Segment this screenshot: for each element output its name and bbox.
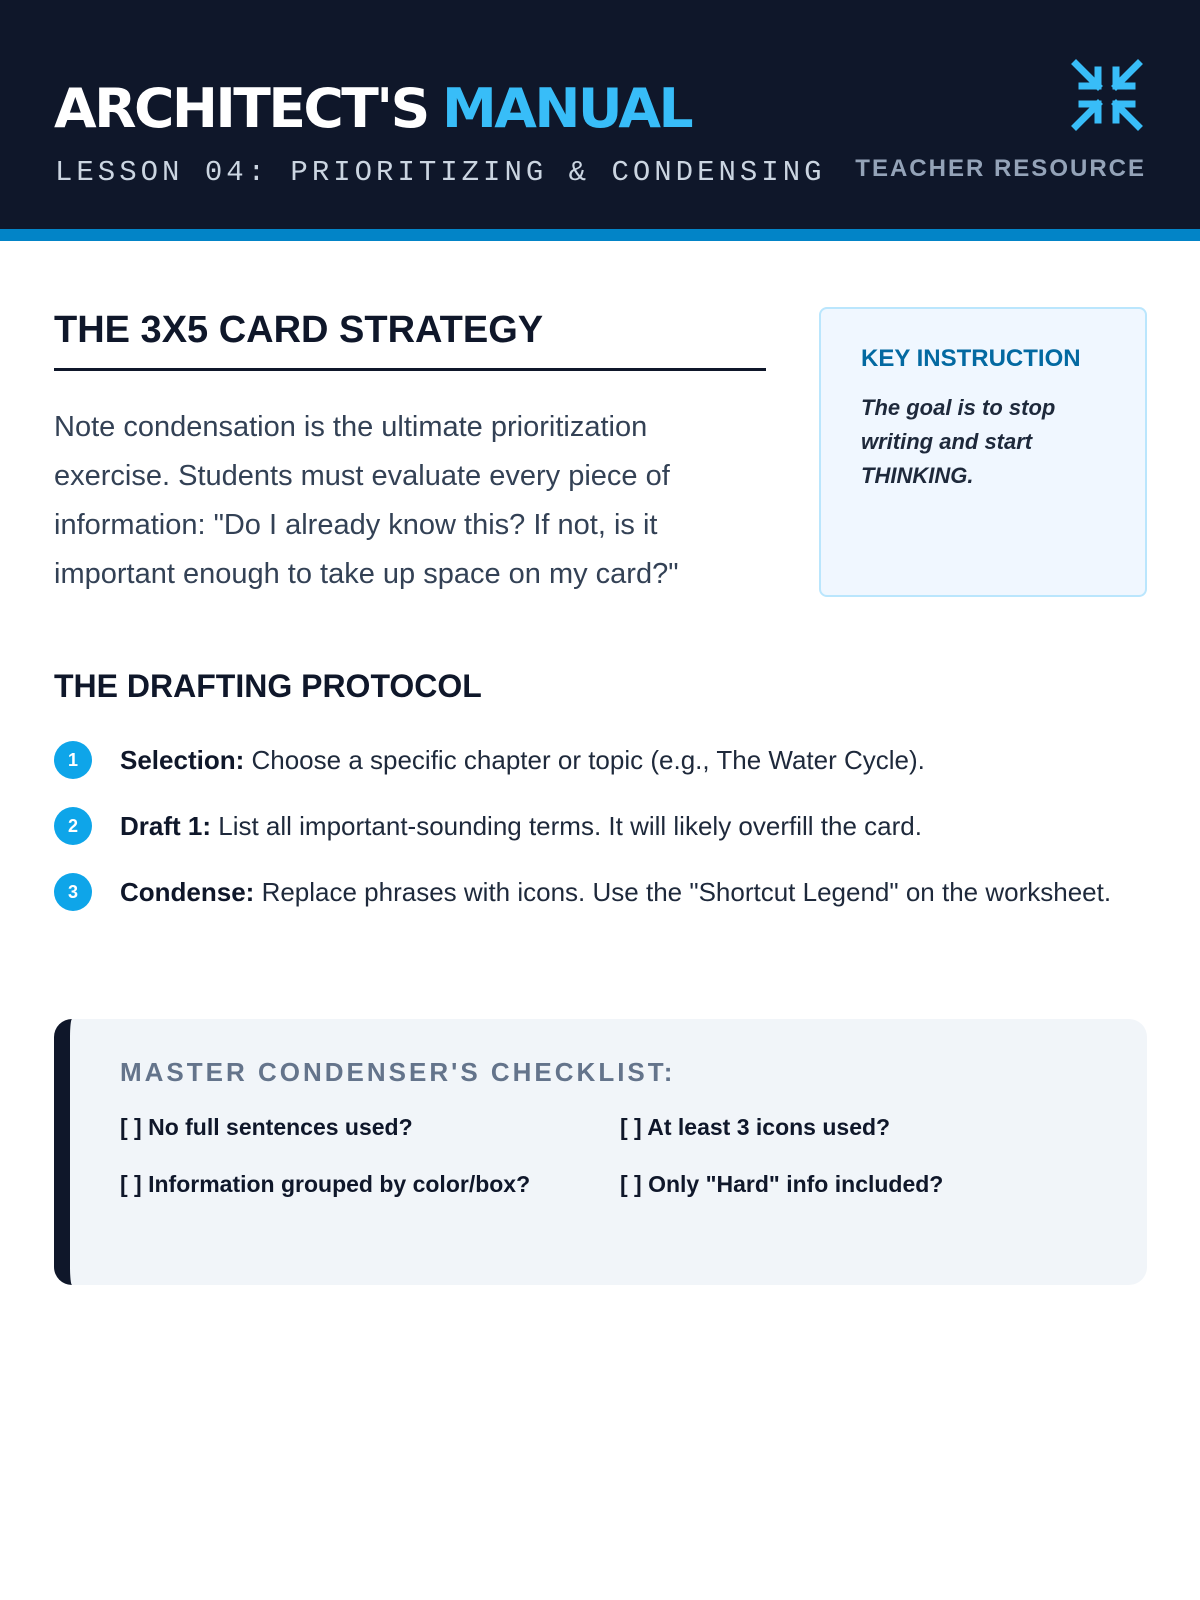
step-number-badge: 3 [54,873,92,911]
title-word-architects: ARCHITECT'S [54,77,428,140]
protocol-step [54,806,1114,846]
step-description: List all important-sounding terms. It will likely overfill the card. [211,811,922,841]
step-description: Choose a specific chapter or topic (e.g., The Water Cycle). [244,745,925,775]
checklist-item: [ ] Information grouped by color/box? [120,1171,531,1197]
step-label: Selection: [120,745,245,775]
step-text [120,872,1111,912]
teacher-resource-label: TEACHER RESOURCE [855,155,1146,182]
step-description: Replace phrases with icons. Use the "Shortcut Legend" on the worksheet. [254,877,1112,907]
checklist-item: [ ] At least 3 icons used? [620,1114,891,1140]
protocol-step [54,740,1114,780]
checklist-title: MASTER CONDENSER'S CHECKLIST: [120,1057,676,1087]
checklist-item: [ ] Only "Hard" info included? [620,1171,944,1197]
manual-title [54,77,692,140]
key-instruction-title: KEY INSTRUCTION [861,345,1081,372]
protocol-step [54,872,1114,912]
step-label: Condense: [120,877,255,907]
step-number-badge: 1 [54,741,92,779]
key-instruction-text: The goal is to stop writing and start THINKING. [861,395,1056,488]
checklist-items [120,1114,1147,1198]
strategy-paragraph: Note condensation is the ultimate prioritization exercise. Students must evaluate every piece of information: "Do I already know this? If not, is it important enough to take up space on my card?" [54,411,679,590]
lesson-subtitle: LESSON 04: PRIORITIZING & CONDENSING [55,156,826,189]
title-word-manual: MANUAL [442,77,692,140]
step-text [120,806,922,846]
protocol-heading: THE DRAFTING PROTOCOL [54,668,482,704]
collapse-arrows-icon [1070,58,1144,132]
step-text [120,740,925,780]
page-header [0,0,1200,241]
step-number-badge: 2 [54,807,92,845]
checklist-item: [ ] No full sentences used? [120,1114,413,1140]
step-label: Draft 1: [120,811,212,841]
key-instruction-callout [819,307,1147,597]
condenser-checklist [54,1019,1147,1285]
strategy-heading: THE 3X5 CARD STRATEGY [54,310,766,371]
